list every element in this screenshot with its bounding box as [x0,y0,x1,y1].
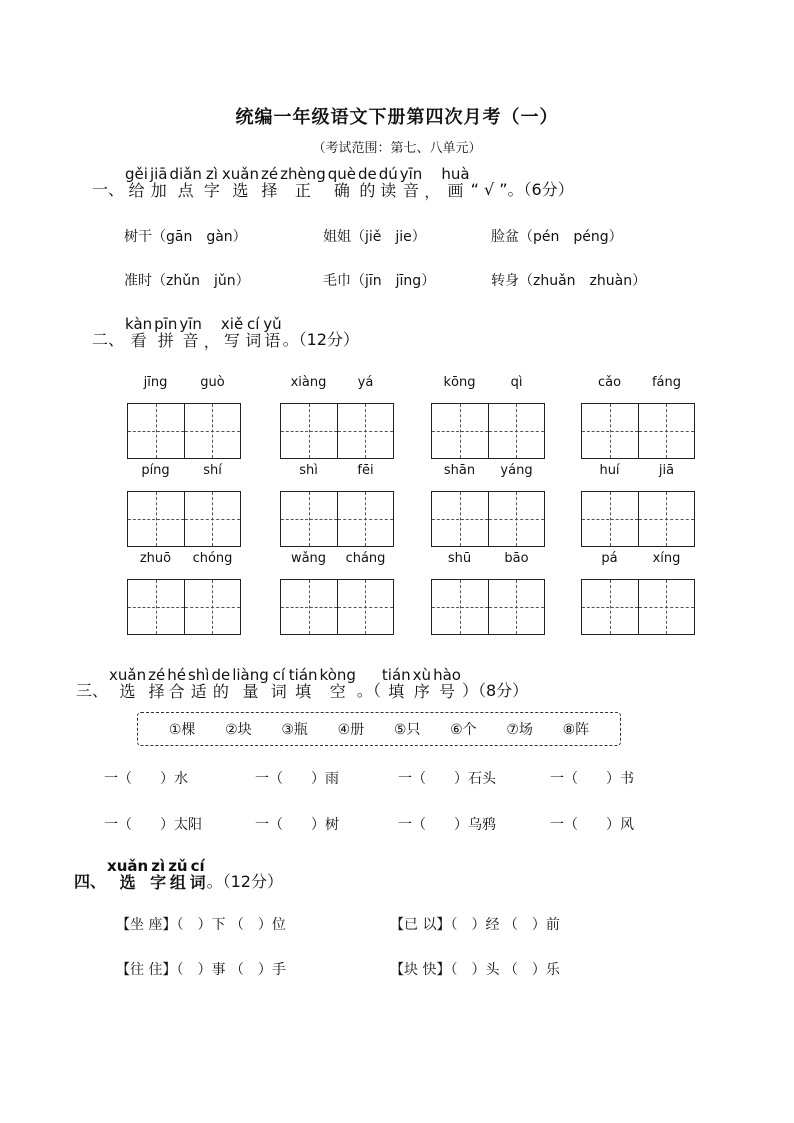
question-number: 三、 [76,681,109,700]
grid-pinyin-label: jīng [143,375,168,390]
grid-cell[interactable] [638,492,695,546]
writing-grid[interactable] [431,491,545,547]
fill-blank[interactable]: 一（ ）水 [104,771,188,787]
hanzi-text: 序 [413,682,430,701]
ruby-char [169,166,201,200]
writing-grid[interactable] [431,579,545,635]
q4-item[interactable]: 【块 快】（ ）头 （ ）乐 [390,962,560,978]
ruby-char [382,667,411,701]
grid-cell[interactable] [128,580,184,634]
pinyin-text: xuǎn [109,666,147,684]
hanzi-text: 拼 [157,331,174,350]
question-number: 四、 [74,872,107,891]
hanzi-text: 适 [190,682,207,701]
ruby-char [204,166,220,200]
hanzi-text: 看 [130,331,147,350]
pinyin-text: jiā [149,165,168,183]
pinyin-text: xù [412,666,432,684]
grid-cell[interactable] [337,492,394,546]
pinyin-text: ， [424,183,440,201]
option: ⑥个 [450,722,477,738]
pinyin-text: cí [247,315,260,333]
grid-pinyin-label: xiàng [290,375,327,390]
option: ③瓶 [281,722,308,738]
pinyin-text: zì [205,165,218,183]
option: ④册 [337,722,365,738]
pinyin-text: xuǎn [221,165,259,183]
grid-cell[interactable] [432,580,488,634]
ruby-char [204,334,219,350]
ruby-char [413,667,431,701]
ruby-char [433,667,461,701]
ruby-char [320,667,356,701]
pinyin-text: zhèng [280,165,326,183]
pinyin-text: xiě [220,315,244,333]
writing-grid[interactable] [581,403,695,459]
ruby-char [148,667,165,701]
ruby-char [232,667,269,701]
grid-cell[interactable] [281,580,337,634]
pinyin-text: yīn [179,315,202,333]
hanzi-text: 正 [294,181,311,200]
option: ①棵 [168,722,196,738]
hanzi-text: 合 [168,682,185,701]
hanzi-text: 音 [182,331,199,350]
grid-pinyin-label: chóng [192,551,233,566]
hanzi-text: 填 [388,682,405,701]
ruby-char [328,166,356,200]
ruby-char [150,858,166,892]
grid-pinyin-label: pá [601,551,618,566]
page-title: 统编一年级语文下册第四次月考（一） [235,107,559,128]
option: ⑦场 [506,722,533,738]
hanzi-text: 号 [439,682,456,701]
grid-pinyin-label: fáng [651,375,682,390]
fill-blank[interactable]: 一（ ）书 [550,771,634,787]
question-tail: ）（8分） [461,681,529,700]
hanzi-text: 选 [119,682,136,701]
hanzi-text: 音 [403,181,420,200]
fill-blank[interactable]: 一（ ）树 [255,817,339,833]
grid-cell[interactable] [582,404,638,458]
measure-word-options [137,712,621,746]
pinyin-text: diǎn [169,165,202,183]
writing-grid[interactable] [431,403,545,459]
writing-grid[interactable] [127,403,241,459]
ruby-char [211,667,230,701]
pinyin-text: zé [260,165,279,183]
pinyin-text: zé [148,666,166,684]
ruby-char [107,858,148,892]
pinyin-text: kàn [125,315,153,333]
pinyin-text: cí [272,666,285,684]
q4-item[interactable]: 【坐 座】（ ）下 （ ）位 [116,917,286,933]
grid-cell[interactable] [128,492,184,546]
pinyin-text: zì [151,857,166,875]
hanzi-text: 的 [359,181,376,200]
pinyin-text: kòng [319,666,356,684]
pinyin-text: dú [378,165,398,183]
writing-grid[interactable] [581,579,695,635]
ruby-char [289,667,318,701]
hanzi-text: 词 [245,331,262,350]
grid-cell[interactable] [184,492,241,546]
grid-pinyin-label: kōng [443,375,476,390]
ruby-char [245,316,261,350]
pinyin-text: liàng [232,666,269,684]
question-2-heading [92,316,359,350]
grid-cell[interactable] [281,404,337,458]
grid-pinyin-label: qì [510,375,523,390]
grid-pinyin-label: fēi [357,463,374,478]
hanzi-text: 读 [380,181,397,200]
question-tail: 。（12分） [206,872,283,891]
pinyin-text: zǔ [168,857,188,875]
ruby-char [441,166,469,200]
grid-pinyin-label: zhuō [139,551,172,566]
grid-pinyin-label: yáng [500,463,533,478]
question-tail: 。（12分） [282,330,359,349]
grid-pinyin-label: guò [200,375,225,390]
grid-cell[interactable] [128,404,184,458]
hanzi-text: 词 [189,873,206,892]
ruby-char [150,166,168,200]
q4-item[interactable]: 【已 以】（ ）经 （ ）前 [390,917,560,933]
ruby-char [221,316,243,350]
ruby-char [167,667,186,701]
ruby-char [358,166,377,200]
option: ②块 [225,722,252,738]
pinyin-text: hào [433,666,461,684]
hanzi-text: 字 [203,181,220,200]
hanzi-text: 空 [329,682,346,701]
grid-cell[interactable] [582,580,638,634]
ruby-group [381,666,462,701]
grid-pinyin-label: shān [443,463,476,478]
grid-pinyin-label: wǎng [290,551,327,566]
ruby-char [109,667,146,701]
pinyin-text: què [327,165,356,183]
grid-pinyin-label: píng [141,463,170,478]
question-number: 一、 [92,180,125,199]
pinyin-text: ， [203,333,219,351]
hanzi-text: 择 [261,181,278,200]
pinyin-text: yǔ [263,315,282,333]
fill-blank[interactable]: 一（ ）石头 [398,771,496,787]
hanzi-text: 点 [177,181,194,200]
ruby-char [154,316,177,350]
hanzi-text: 词 [270,682,287,701]
grid-cell[interactable] [337,404,394,458]
page-subtitle: （考试范围：第七、八单元） [312,141,482,156]
question-1-heading [92,166,574,200]
pinyin-text: hé [167,666,186,684]
fill-blank[interactable]: 一（ ）雨 [255,771,339,787]
q1-item: 姐姐（jiě jie） [323,229,426,245]
pinyin-text: de [211,666,231,684]
pinyin-text: yīn [399,165,423,183]
grid-pinyin-label: bāo [504,551,529,566]
grid-cell[interactable] [488,580,545,634]
ruby-char [222,166,259,200]
hanzi-text: 择 [148,682,165,701]
grid-pinyin-label: shū [447,551,472,566]
writing-grid[interactable] [280,579,394,635]
question-4-heading [74,858,283,892]
pinyin-text: gěi [125,165,148,183]
hanzi-text: 加 [150,181,167,200]
writing-grid[interactable] [581,491,695,547]
writing-grid[interactable] [280,403,394,459]
q1-item: 树干（gān gàn） [124,229,247,245]
ruby-char [400,166,423,200]
hanzi-text: 的 [212,682,229,701]
question-number: 二、 [92,330,125,349]
pinyin-text: huà [441,165,470,183]
grid-cell[interactable] [488,492,545,546]
ruby-char [280,166,326,200]
ruby-group [108,666,357,701]
hanzi-text: 画 [447,181,464,200]
pinyin-text: xuǎn [107,857,149,875]
ruby-char [168,858,187,892]
pinyin-text: shì [187,666,210,684]
fill-blank[interactable]: 一（ ）乌鸦 [398,817,496,833]
grid-cell[interactable] [638,580,695,634]
grid-pinyin-label: huí [599,463,620,478]
ruby-group [124,315,283,351]
option: ⑧阵 [562,722,590,738]
grid-cell[interactable] [638,404,695,458]
grid-pinyin-label: jiā [658,463,675,478]
grid-pinyin-label: cǎo [597,375,622,390]
ruby-char [190,858,206,892]
fill-blank[interactable]: 一（ ）风 [550,817,634,833]
grid-cell[interactable] [281,492,337,546]
pinyin-text: cí [190,857,205,875]
hanzi-text: 语 [264,331,281,350]
grid-cell[interactable] [488,404,545,458]
hanzi-text: 量 [242,682,259,701]
pinyin-text: tián [288,666,318,684]
pinyin-text: tián [381,666,411,684]
grid-pinyin-label: shì [299,463,318,478]
q1-item: 脸盆（pén péng） [491,229,623,245]
hanzi-text: 选 [119,873,136,892]
question-tail: “ √ ”。（6分） [470,180,574,199]
q1-item: 准时（zhǔn jǔn） [124,273,250,289]
grid-pinyin-label: yá [357,375,374,390]
ruby-char [379,166,398,200]
hanzi-text: 写 [224,331,241,350]
grid-pinyin-label: xíng [652,551,681,566]
fill-blank[interactable]: 一（ ）太阳 [104,817,202,833]
q4-item[interactable]: 【往 住】（ ）事 （ ）手 [116,962,286,978]
grid-cell[interactable] [337,580,394,634]
q1-item: 转身（zhuǎn zhuàn） [491,273,647,289]
ruby-group [106,857,207,892]
ruby-char [271,667,287,701]
hanzi-text: 填 [295,682,312,701]
writing-grid[interactable] [280,491,394,547]
grid-pinyin-label: shí [203,463,222,478]
pinyin-text: de [357,165,377,183]
ruby-char [125,166,148,200]
grid-cell[interactable] [184,404,241,458]
ruby-char [424,184,439,200]
grid-cell[interactable] [582,492,638,546]
option: ⑤只 [393,722,421,738]
hanzi-text: 给 [128,181,145,200]
hanzi-text: 组 [169,873,186,892]
hanzi-text: 字 [150,873,167,892]
question-mid: 。（ [356,681,381,700]
hanzi-text: 选 [232,181,249,200]
pinyin-text: pīn [154,315,178,333]
grid-cell[interactable] [432,404,488,458]
question-3-heading [76,667,528,701]
writing-grid[interactable] [127,579,241,635]
ruby-char [188,667,210,701]
writing-grid[interactable] [127,491,241,547]
ruby-char [179,316,202,350]
grid-pinyin-label: cháng [345,551,386,566]
hanzi-text: 确 [333,181,350,200]
ruby-group [124,165,471,201]
ruby-char [263,316,281,350]
grid-cell[interactable] [432,492,488,546]
q1-item: 毛巾（jīn jīng） [323,273,436,289]
grid-cell[interactable] [184,580,241,634]
ruby-char [261,166,278,200]
ruby-char [125,316,152,350]
